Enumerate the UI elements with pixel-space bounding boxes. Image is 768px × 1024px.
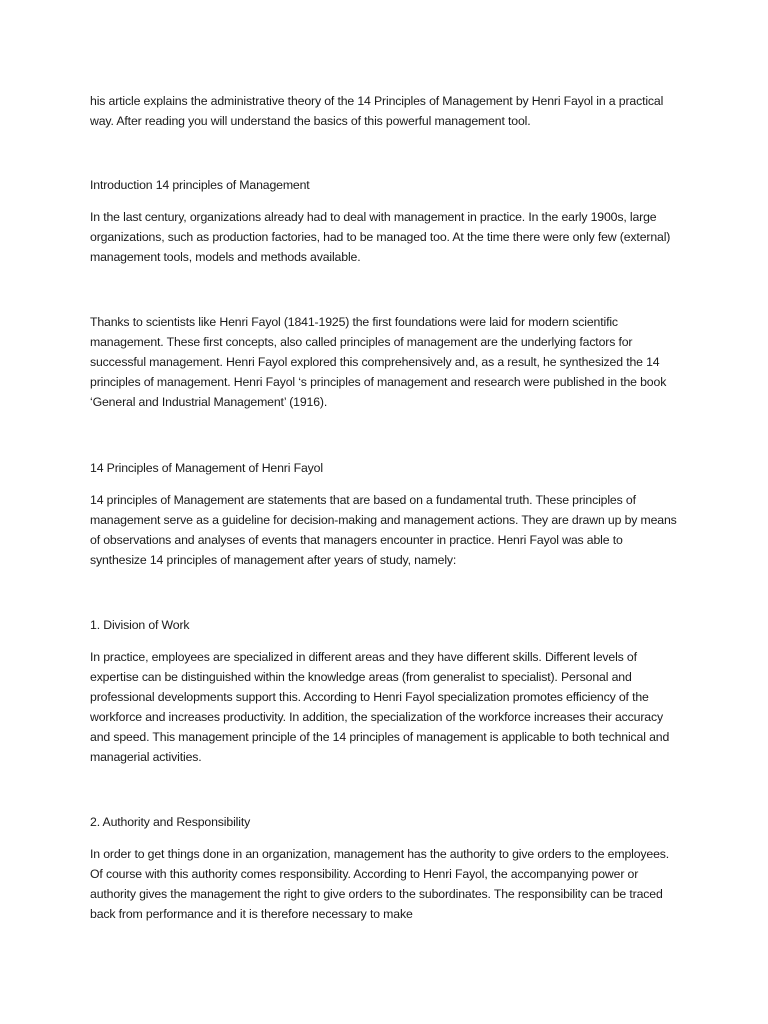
section-heading-authority: 2. Authority and Responsibility: [90, 815, 251, 829]
introduction-paragraph-2: Thanks to scientists like Henri Fayol (1841-1925) the first foundations were laid for modern scientific management. These first concepts, also called principles of management are the underlying factors for successful management. Henri Fayol explored this comprehensively and, as a result, he synthesized the 14 principles of management. Henri Fayol ‘s principles of management and research were published in the book ‘General and Industrial Management’ (1916).: [90, 315, 667, 409]
introduction-paragraph-1: In the last century, organizations already had to deal with management in practice. In the early 1900s, large organizations, such as production factories, had to be managed too. At the time there were only few (external) management tools, models and methods available.: [90, 210, 671, 264]
authority-paragraph: In order to get things done in an organization, management has the authority to give orders to the employees. Of course with this authority comes responsibility. According to Henri Fayol, the accompanying power or authority gives the management the right to give orders to the subordinates. The responsibility can be traced back from performance and it is therefore necessary to make: [90, 847, 670, 921]
document-body: [90, 91, 680, 924]
section-heading-introduction: Introduction 14 principles of Management: [90, 178, 310, 192]
section-heading-division-of-work: 1. Division of Work: [90, 618, 190, 632]
division-of-work-paragraph: In practice, employees are specialized in different areas and they have different skills. Different levels of expertise can be distinguished within the knowledge areas (from generalist to specialist). Personal and professional developments support this. According to Henri Fayol specialization promotes efficiency of the workforce and increases productivity. In addition, the specialization of the workforce increases their accuracy and speed. This management principle of the 14 principles of management is applicable to both technical and managerial activities.: [90, 650, 670, 764]
principles-paragraph: 14 principles of Management are statements that are based on a fundamental truth. These principles of management serve as a guideline for decision-making and management actions. They are drawn up by means of observations and analyses of events that managers encounter in practice. Henri Fayol was able to synthesize 14 principles of management after years of study, namely:: [90, 493, 677, 567]
section-heading-principles: 14 Principles of Management of Henri Fayol: [90, 461, 323, 475]
intro-paragraph: his article explains the administrative theory of the 14 Principles of Management by Henri Fayol in a practical way. After reading you will understand the basics of this powerful management tool.: [90, 94, 664, 128]
